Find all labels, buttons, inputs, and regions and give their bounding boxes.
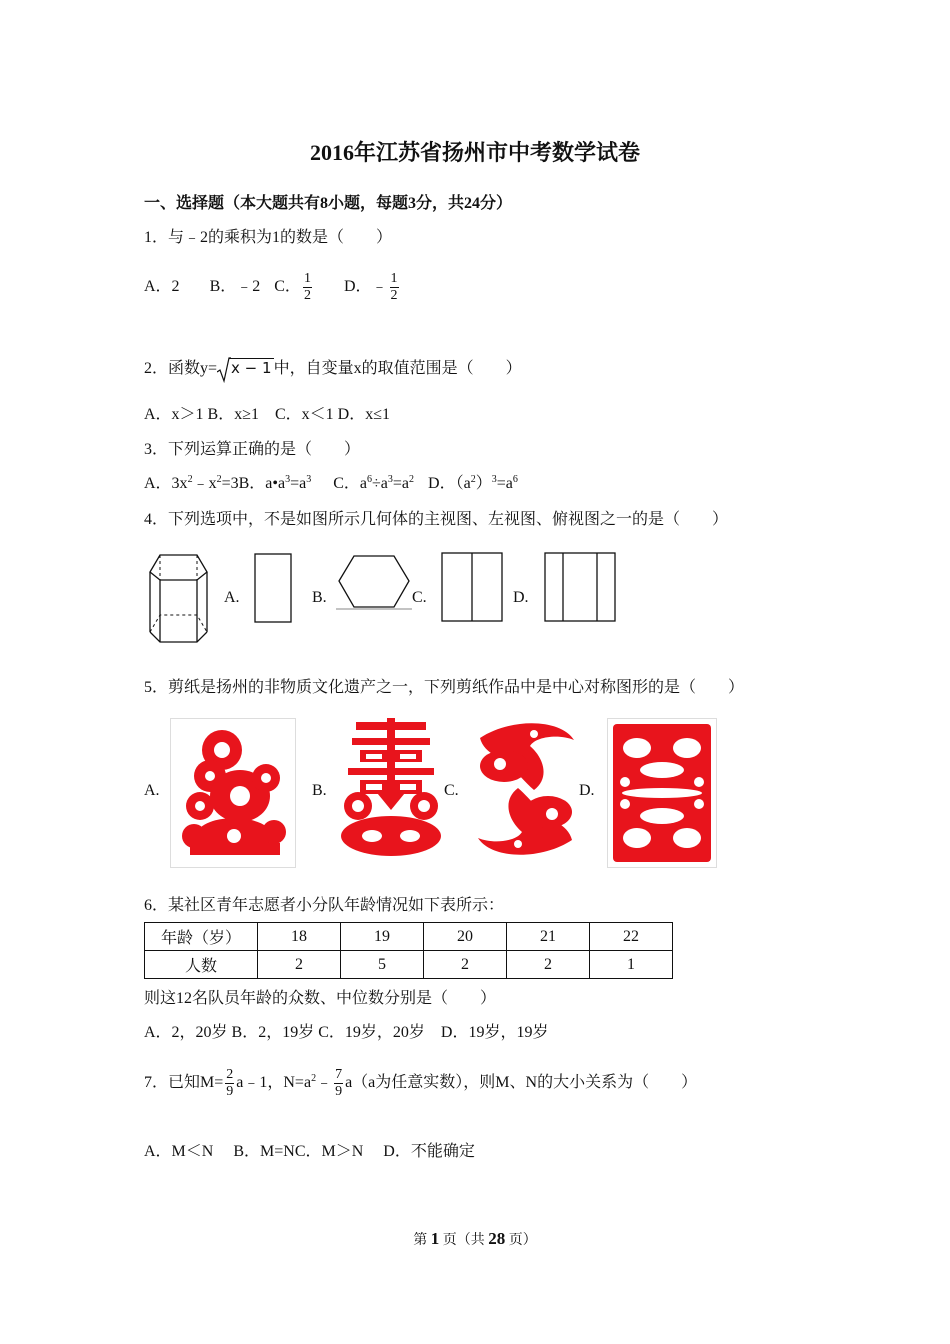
- page-total: 28: [488, 1229, 506, 1248]
- age-table: [144, 922, 673, 979]
- option-b-label: B.: [312, 782, 327, 799]
- option-d: D．﹣: [343, 278, 388, 296]
- question-5-stem: 5．剪纸是扬州的非物质文化遗产之一，下列剪纸作品中是中心对称图形的是（ ）: [144, 679, 745, 696]
- table-cell: 20: [424, 923, 507, 951]
- question-3-options: A．$3x^2﹣x^2=3B$．$a•a^3=a^3$ C．$a^6\div a^3=a^2$ D．$(a^2)^3=a^6$: [144, 474, 518, 492]
- option-a-label: A.: [144, 782, 160, 799]
- option-b-hexagon-figure: [336, 553, 412, 611]
- question-2-stem: 2．函数y= x − 1 中，自变量x的取值范围是（ ）: [144, 355, 522, 378]
- question-1-stem: 1．与﹣2的乘积为1的数是（ ）: [144, 229, 393, 246]
- option-c-two-rectangles-figure: [440, 551, 504, 623]
- table-cell: 2: [258, 951, 341, 979]
- square-root: x − 1: [217, 359, 274, 378]
- question-6-stem: 6．某社区青年志愿者小分队年龄情况如下表所示：: [144, 897, 505, 914]
- option-d-label: D.: [513, 589, 529, 606]
- table-cell: 1: [590, 951, 673, 979]
- section-header: 一、选择题（本大题共有8小题，每题3分，共24分）: [144, 195, 513, 212]
- question-6-followup: 则这12名队员年龄的众数、中位数分别是（ ）: [144, 990, 497, 1007]
- paper-cut-double-happiness-image: [338, 718, 444, 858]
- fraction-two-ninths: $\frac{2}{9}$: [226, 1067, 234, 1099]
- table-row: [145, 951, 673, 979]
- question-6-options: A．2，20岁 B．2，19岁 C．19岁，20岁 D．19岁，19岁: [144, 1024, 549, 1041]
- table-cell: 22: [590, 923, 673, 951]
- table-cell: 2: [507, 951, 590, 979]
- page-title: 2016年江苏省扬州市中考数学试卷: [309, 140, 640, 165]
- fraction-seven-ninths: $\frac{7}{9}$: [335, 1067, 343, 1099]
- question-4-stem: 4．下列选项中，不是如图所示几何体的主视图、左视图、俯视图之一的是（ ）: [144, 511, 729, 528]
- question-7-options: A．M＜N B．M=NC．M＞N D．不能确定: [144, 1143, 475, 1160]
- option-b: B．﹣2: [209, 278, 261, 296]
- paper-cut-monkey-image: [170, 718, 296, 868]
- option-c: C．: [274, 278, 301, 296]
- paper-cut-floral-image: [607, 718, 717, 868]
- option-c-label: C.: [444, 782, 459, 799]
- page-number: 1: [430, 1229, 440, 1248]
- option-d-label: D.: [579, 782, 595, 799]
- question-1-options: [144, 272, 401, 303]
- option-a-label: A.: [224, 589, 240, 606]
- option-a: A．2: [144, 278, 180, 296]
- table-cell: 5: [341, 951, 424, 979]
- question-7-stem: 7．已知M= $\frac{2}{9}$ a﹣1，$N=a^2﹣$ $\frac{7}{9}$ a（a为任意实数），则M、N的大小关系为（ ）: [144, 1067, 698, 1099]
- question-3-stem: 3．下列运算正确的是（ ）: [144, 441, 361, 458]
- option-b-label: B.: [312, 589, 327, 606]
- fraction-one-half: $\frac{1}{2}$: [303, 271, 311, 303]
- table-cell: 19: [341, 923, 424, 951]
- table-cell: 18: [258, 923, 341, 951]
- option-c-label: C.: [412, 589, 427, 606]
- page-footer: 第 1 页（共 28 页）: [413, 1229, 537, 1248]
- hexagonal-prism-figure: [142, 550, 212, 646]
- table-cell: 年龄（岁）: [145, 923, 258, 951]
- option-d-three-rectangles-figure: [541, 551, 619, 623]
- fraction-one-half-negative: $\frac{1}{2}$: [390, 271, 398, 303]
- paper-cut-fish-image: [470, 718, 582, 860]
- option-a-rectangle-figure: [253, 552, 293, 624]
- table-row: [145, 923, 673, 951]
- table-cell: 人数: [145, 951, 258, 979]
- table-cell: 2: [424, 951, 507, 979]
- question-2-options: A．x＞1 B．x≥1 C．x＜1 D．x≤1: [144, 406, 391, 423]
- table-cell: 21: [507, 923, 590, 951]
